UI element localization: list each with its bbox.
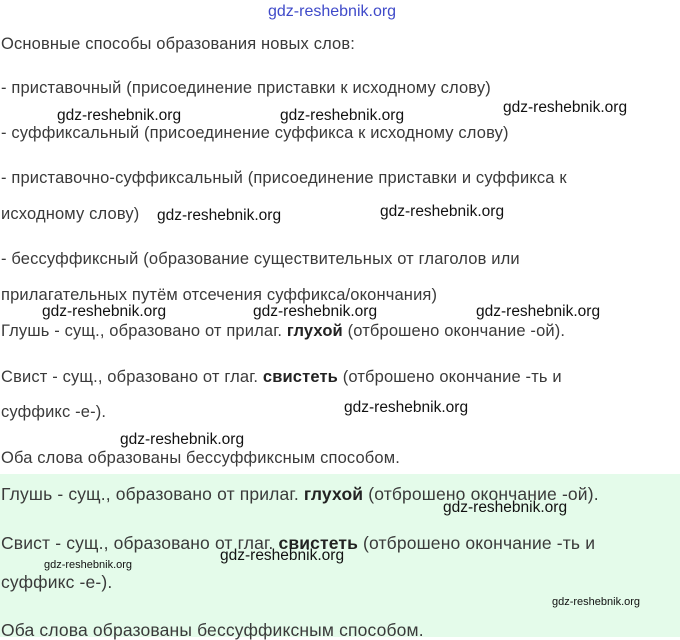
word-analysis-svist (1, 367, 562, 387)
word-analysis-text: Свист - сущ., образовано от глаг. (1, 368, 263, 386)
watermark: gdz-reshebnik.org (476, 303, 601, 320)
watermark: gdz-reshebnik.org (253, 303, 378, 320)
watermark: gdz-reshebnik.org (268, 3, 397, 20)
method-suffix: - суффиксальный (присоединение суффикса к исходному слову) (1, 124, 509, 142)
answer-text: (отброшено окончание -ть и (358, 533, 596, 553)
answer-conclusion: Оба слова образованы бессуффиксным способом. (1, 620, 424, 640)
watermark: gdz-reshebnik.org (44, 559, 133, 571)
answer-source-word: свистеть (278, 533, 359, 553)
word-analysis-text: (отброшено окончание -ой). (342, 322, 566, 340)
watermark: gdz-reshebnik.org (280, 107, 405, 124)
watermark: gdz-reshebnik.org (157, 207, 282, 224)
word-analysis-svist-cont: суффикс -е-). (1, 403, 107, 421)
method-zero-suffix: - бессуффиксный (образование существительных от глаголов или (1, 250, 520, 268)
answer-source-word: глухой (303, 484, 364, 504)
method-zero-suffix-cont: прилагательных путём отсечения суффикса/окончания) (1, 286, 438, 304)
word-analysis-glush (1, 321, 565, 341)
answer-text: Свист - сущ., образовано от глаг. (1, 533, 279, 553)
method-prefix-suffix-cont: исходному слову) (1, 205, 140, 223)
task-heading: Основные способы образования новых слов: (1, 35, 356, 53)
watermark: gdz-reshebnik.org (443, 499, 568, 516)
source-word: свистеть (262, 368, 338, 386)
answer-text: Глушь - сущ., образовано от прилаг. (1, 484, 304, 504)
answer-svist-cont: суффикс -е-). (1, 572, 113, 592)
watermark: gdz-reshebnik.org (380, 203, 505, 220)
word-analysis-text: (отброшено окончание -ть и (337, 368, 562, 386)
watermark: gdz-reshebnik.org (57, 107, 182, 124)
task-conclusion: Оба слова образованы бессуффиксным способом. (1, 449, 400, 467)
watermark: gdz-reshebnik.org (503, 99, 628, 116)
answer-text: (отброшено окончание -ой). (363, 484, 599, 504)
watermark: gdz-reshebnik.org (552, 596, 641, 608)
method-prefix: - приставочный (присоединение приставки к исходному слову) (1, 79, 491, 97)
watermark: gdz-reshebnik.org (344, 399, 469, 416)
watermark: gdz-reshebnik.org (220, 547, 345, 564)
method-prefix-suffix: - приставочно-суффиксальный (присоединение приставки и суффикса к (1, 169, 567, 187)
word-analysis-text: Глушь - сущ., образовано от прилаг. (1, 322, 287, 340)
watermark: gdz-reshebnik.org (120, 431, 245, 448)
watermark: gdz-reshebnik.org (42, 303, 167, 320)
source-word: глухой (286, 322, 343, 340)
